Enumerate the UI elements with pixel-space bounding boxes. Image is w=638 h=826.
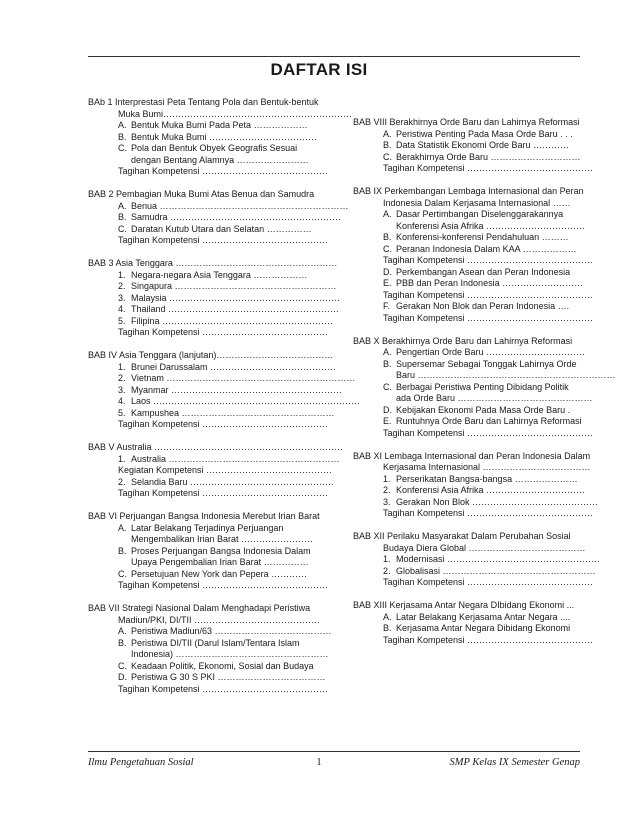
entry-text: Peristiwa DI/TII (Darul Islam/Tentara Islam	[131, 637, 300, 648]
entry-text: BAB XII Perilaku Masyarakat Dalam Perubahan Sosial	[353, 531, 571, 541]
entry-label: E.	[383, 416, 392, 426]
entry-text: Konferensi-konferensi Pendahuluan ………	[396, 232, 569, 242]
entry-label: C.	[118, 568, 127, 579]
entry-text: Keadaan Politik, Ekonomi, Sosial dan Budaya	[131, 660, 314, 671]
entry-text: Modernisasi ……………………………………………	[396, 554, 601, 564]
toc-entry	[383, 359, 585, 371]
chapter-heading	[88, 97, 319, 109]
entry-label: 1.	[118, 269, 126, 280]
footer-class: SMP Kelas IX Semester Genap	[449, 757, 580, 768]
toc-entry	[383, 312, 594, 325]
entry-label: C.	[118, 223, 127, 234]
entry-text: Thailand …………………………………………………	[131, 304, 340, 314]
toc-entry	[118, 120, 310, 132]
entry-text: Tagihan Kompetensi ……………………………………	[383, 289, 594, 300]
entry-text: BAB X Berakhirnya Orde Baru dan Lahirnya Reformasi	[353, 335, 573, 346]
toc-entry	[118, 614, 321, 627]
entry-label: B.	[383, 140, 392, 150]
toc-entry	[118, 292, 341, 305]
toc-entry	[383, 289, 594, 302]
toc-entry	[118, 476, 335, 489]
entry-label: A.	[118, 200, 127, 211]
entry-text: Peristiwa Penting Pada Masa Orde Baru . . .	[396, 128, 573, 139]
entry-label: A.	[118, 120, 127, 130]
toc-chapter	[353, 531, 601, 589]
entry-text: Globalisasi ……………………………………………	[396, 565, 596, 576]
entry-label: C.	[383, 243, 392, 254]
entry-text: Tagihan Kompetensi ……………………………………	[383, 427, 594, 438]
chapter-heading	[88, 603, 310, 615]
entry-text: Tagihan Kompetensi ……………………………………	[383, 634, 594, 645]
toc-entry	[118, 373, 356, 385]
entry-label: D.	[118, 672, 127, 682]
chapter-heading	[353, 336, 585, 348]
entry-label: 5.	[118, 407, 126, 418]
entry-label: D.	[383, 266, 392, 277]
entry-text: Latar Belakang Kerjasama Antar Negara ....	[396, 611, 571, 622]
toc-entry	[383, 198, 585, 210]
entry-label: C.	[118, 660, 127, 671]
entry-label: B.	[118, 545, 127, 556]
toc-entry	[383, 623, 585, 635]
toc-entry	[118, 546, 310, 558]
toc-chapter	[353, 600, 594, 646]
toc-entry	[383, 508, 594, 520]
entry-label: C.	[118, 143, 127, 153]
entry-text: Kerjasama Internasional ………………………………	[383, 462, 591, 472]
toc-entry	[118, 384, 343, 397]
entry-text: Selandia Baru …………………………………………	[131, 476, 335, 487]
toc-entry	[118, 304, 340, 316]
entry-text: Malaysia …………………………………………………	[131, 292, 341, 303]
toc-chapter	[353, 450, 599, 520]
entry-text: Tagihan Kompetensi ……………………………………	[118, 327, 329, 337]
entry-label: C.	[383, 151, 392, 162]
entry-text: Tagihan Kompetensi ……………………………………	[383, 577, 594, 587]
footer-rule	[88, 751, 580, 752]
toc-entry	[383, 163, 594, 175]
toc-entry	[118, 580, 329, 592]
entry-label: 2.	[383, 565, 391, 576]
toc-entry	[118, 626, 332, 638]
entry-text: Tagihan Kompetensi ……………………………………	[118, 235, 329, 245]
toc-entry	[118, 396, 361, 408]
entry-text: Vietnam ………………………………………………………	[131, 373, 356, 383]
entry-text: Kampushea ……………………………………………	[131, 407, 335, 418]
toc-entry	[383, 565, 596, 578]
entry-text: Muka Bumi………………………………………………………	[118, 108, 353, 119]
entry-text: Upaya Pengembalian Irian Barat ……………	[131, 557, 309, 567]
entry-text: Indonesia Dalam Kerjasama Internasional ……	[383, 197, 571, 208]
entry-text: Supersemar Sebagai Tonggak Lahirnya Orde	[396, 358, 577, 369]
toc-right-column	[353, 117, 616, 658]
toc-entry	[396, 370, 616, 382]
entry-label: A.	[383, 347, 392, 357]
toc-entry	[383, 255, 594, 267]
entry-text: Runtuhnya Orde Baru dan Lahirnya Reformasi	[396, 416, 582, 426]
toc-entry	[118, 361, 337, 374]
chapter-heading	[88, 258, 338, 270]
entry-text: Pengertian Orde Baru ……………………………	[396, 347, 586, 357]
toc-chapter	[88, 350, 361, 431]
entry-label: B.	[118, 637, 127, 648]
entry-label: 1.	[383, 473, 391, 484]
toc-entry	[383, 405, 585, 417]
entry-text: Peristiwa G 30 S PKI ………………………………	[131, 672, 326, 682]
entry-text: Kebijakan Ekonomi Pada Masa Orde Baru .	[396, 404, 571, 415]
entry-label: 1.	[118, 361, 126, 372]
toc-entry	[118, 453, 340, 466]
toc-entry	[383, 129, 585, 141]
toc-entry	[118, 327, 329, 339]
chapter-heading	[88, 442, 344, 454]
entry-text: Myanmar …………………………………………………	[131, 384, 343, 395]
top-rule	[88, 56, 580, 57]
entry-text: Brunei Darussalam ……………………………………	[131, 361, 337, 372]
entry-text: Tagihan Kompetensi ……………………………………	[118, 580, 329, 590]
entry-text: Latar Belakang Terjadinya Perjuangan	[131, 522, 284, 533]
entry-text: Benua ………………………………………………………	[131, 200, 349, 211]
entry-label: 3.	[118, 292, 126, 303]
entry-label: A.	[118, 522, 127, 533]
entry-text: BAB VI Perjuangan Bangsa Indonesia Merebut Irian Barat	[88, 511, 320, 521]
toc-entry	[118, 315, 334, 328]
toc-entry	[131, 649, 329, 661]
chapter-heading	[353, 450, 591, 463]
toc-entry	[383, 152, 585, 164]
toc-entry	[383, 462, 591, 474]
entry-label: B.	[118, 131, 127, 142]
entry-text: Bentuk Muka Bumi ………………………………	[131, 131, 318, 142]
toc-entry	[118, 488, 329, 500]
entry-text: BAB VII Strategi Nasional Dalam Menghadapi Peristiwa	[88, 603, 311, 613]
entry-label: B.	[383, 232, 392, 242]
entry-label: 4.	[118, 304, 126, 314]
toc-chapter	[88, 189, 349, 247]
toc-entry	[383, 474, 585, 486]
entry-text: Gerakan Non Blok dan Peran Indonesia ….	[396, 301, 570, 311]
entry-text: Filipina …………………………………………………	[131, 315, 334, 326]
toc-entry	[383, 301, 585, 313]
toc-entry	[383, 577, 594, 589]
entry-label: A.	[118, 626, 127, 636]
toc-entry	[118, 224, 310, 236]
entry-text: Pola dan Bentuk Obyek Geografis Sesuai	[131, 143, 298, 153]
toc-entry	[383, 612, 585, 624]
toc-entry	[396, 221, 585, 233]
toc-chapter	[88, 511, 329, 592]
chapter-heading	[353, 600, 585, 612]
toc-entry	[118, 407, 335, 420]
entry-label: 4.	[118, 396, 126, 406]
entry-text: Perkembangan Asean dan Peran Indonesia	[396, 266, 571, 277]
entry-text: BAB XI Lembaga Internasional dan Peran Indonesia Dalam	[353, 450, 591, 461]
entry-text: Tagihan Kompetensi ……………………………………	[383, 508, 594, 518]
toc-chapter	[88, 442, 344, 500]
toc-entry	[118, 131, 318, 144]
toc-entry	[118, 465, 333, 477]
toc-entry	[118, 683, 329, 696]
toc-entry	[383, 496, 599, 509]
toc-entry	[118, 523, 310, 535]
entry-text: Bentuk Muka Bumi Pada Peta ………………	[131, 120, 308, 130]
entry-text: Indonesia) ……………………………………………	[131, 649, 329, 659]
toc-entry	[118, 281, 337, 293]
entry-label: A.	[383, 611, 392, 622]
toc-entry	[118, 108, 353, 121]
toc-entry	[131, 155, 310, 167]
toc-entry	[383, 278, 585, 290]
toc-chapter	[88, 603, 332, 695]
entry-text: Data Statistik Ekonomi Orde Baru …………	[396, 140, 570, 150]
toc-entry	[118, 672, 326, 684]
chapter-heading	[353, 531, 585, 543]
entry-text: BAB 2 Pembagian Muka Bumi Atas Benua dan Samudra	[88, 189, 315, 199]
toc-left-column	[88, 97, 361, 707]
toc-entry	[118, 200, 349, 213]
entry-label: B.	[118, 212, 127, 222]
entry-text: Berakhirnya Orde Baru …………………………	[396, 151, 581, 162]
chapter-heading	[353, 117, 585, 129]
entry-text: Tagihan Kompetensi ……………………………………	[118, 488, 329, 498]
chapter-heading	[88, 189, 315, 201]
entry-text: BAB 3 Asia Tenggara ………………………………………………	[88, 258, 338, 268]
entry-text: BAB XIII Kerjasama Antar Negara DIbidang Ekonomi ...	[353, 600, 575, 610]
entry-text: Peristiwa Madiun/63 …………………………………	[131, 626, 332, 636]
entry-label: A.	[383, 209, 392, 219]
entry-text: ada Orde Baru ………………………………………	[396, 393, 593, 403]
entry-text: Gerakan Non Blok ……………………………………	[396, 496, 599, 507]
page-title: DAFTAR ISI	[270, 60, 368, 79]
entry-label: 5.	[118, 315, 126, 326]
entry-text: Peranan Indonesia Dalam KAA ………………	[396, 243, 577, 254]
chapter-heading	[353, 186, 585, 198]
entry-text: Baru …………………………………………………………	[396, 370, 616, 380]
toc-entry	[118, 660, 314, 673]
entry-text: Negara-negara Asia Tenggara ………………	[131, 269, 308, 280]
toc-entry	[118, 638, 310, 650]
toc-entry	[383, 416, 585, 428]
entry-text: Samudra …………………………………………………	[131, 212, 342, 222]
entry-text: Kerjasama Antar Negara Dibidang Ekonomi	[396, 623, 571, 633]
entry-label: A.	[383, 128, 392, 139]
entry-text: Konferensi Asia Afrika ……………………………	[396, 220, 586, 231]
entry-label: C.	[383, 381, 392, 392]
entry-text: Dasar Pertimbangan Diselenggarakannya	[396, 209, 564, 219]
toc-entry	[383, 554, 601, 566]
toc-entry	[383, 232, 585, 244]
toc-entry	[118, 166, 329, 178]
entry-text: Laos ……………………………………………………………	[131, 396, 361, 406]
toc-entry	[383, 485, 585, 497]
entry-text: BAB VIII Berakhirnya Orde Baru dan Lahirnya Reformasi	[353, 117, 580, 127]
entry-text: Tagihan Kompetensi ……………………………………	[383, 255, 594, 265]
entry-text: PBB dan Peran Indonesia ………………………	[396, 278, 584, 288]
entry-label: 2.	[118, 281, 126, 291]
entry-label: 2.	[118, 476, 126, 487]
entry-text: Perserikatan Bangsa-bangsa …………………	[396, 473, 578, 484]
toc-chapter	[353, 335, 616, 440]
entry-text: Tagihan Kompetensi ……………………………………	[383, 312, 594, 323]
entry-label: 2.	[383, 485, 391, 495]
entry-text: BAB V Australia ………………………………………………………	[88, 442, 344, 452]
entry-text: Kegiatan Kompetensi ……………………………………	[118, 465, 333, 475]
toc-entry	[118, 212, 342, 224]
entry-text: BAb 1 Interprestasi Peta Tentang Pola dan Bentuk-bentuk	[88, 97, 319, 107]
entry-label: 2.	[118, 373, 126, 383]
toc-entry	[383, 209, 585, 221]
entry-text: Mengembalikan Irian Barat ……………………	[131, 534, 314, 544]
footer-page-number: 1	[316, 757, 322, 768]
entry-text: Budaya Diera Global …………………………………	[383, 542, 586, 553]
chapter-heading	[88, 350, 334, 362]
entry-label: D.	[383, 404, 392, 415]
toc-entry	[383, 140, 585, 152]
entry-text: BAB IV Asia Tenggara (lanjutan)…………………………………	[88, 350, 334, 360]
toc-entry	[118, 569, 310, 581]
entry-text: Tagihan Kompetensi ……………………………………	[118, 166, 329, 176]
toc-entry	[383, 634, 594, 647]
entry-text: Daratan Kutub Utara dan Selatan ……………	[131, 223, 312, 234]
entry-text: Singapura ………………………………………………	[131, 281, 337, 291]
entry-label: 1.	[383, 554, 391, 564]
entry-label: 1.	[118, 453, 126, 464]
toc-entry	[383, 347, 585, 359]
toc-entry	[131, 557, 310, 569]
toc-chapter	[88, 258, 341, 339]
entry-label: F.	[383, 301, 391, 311]
entry-text: Proses Perjuangan Bangsa Indonesia Dalam	[131, 545, 311, 556]
entry-text: Madiun/PKI, DI/TII ……………………………………	[118, 614, 321, 625]
chapter-heading	[88, 511, 320, 523]
entry-label: E.	[383, 278, 392, 288]
entry-text: Berbagai Peristiwa Penting Dibidang Politik	[396, 381, 569, 392]
toc-entry	[383, 267, 585, 279]
entry-text: Konferensi Asia Afrika ……………………………	[396, 485, 586, 495]
entry-text: dengan Bentang Alamnya ……………………	[131, 154, 309, 165]
entry-label: B.	[383, 623, 392, 633]
entry-text: Tagihan Kompetensi ……………………………………	[118, 683, 329, 694]
entry-label: 3.	[383, 496, 391, 507]
toc-entry	[383, 382, 585, 394]
toc-entry	[131, 534, 314, 546]
toc-entry	[396, 393, 593, 405]
toc-entry	[118, 419, 329, 431]
toc-entry	[118, 143, 310, 155]
toc-entry	[383, 427, 594, 440]
toc-entry	[383, 543, 585, 555]
entry-label: B.	[383, 358, 392, 369]
entry-text: Tagihan Kompetensi ……………………………………	[383, 163, 594, 173]
toc-entry	[118, 270, 310, 282]
toc-chapter	[353, 117, 594, 175]
entry-text: Persetujuan New York dan Pepera …………	[131, 568, 308, 579]
toc-entry	[383, 244, 585, 256]
toc-chapter	[353, 186, 594, 324]
entry-text: BAB IX Perkembangan Lembaga Internasional dan Peran	[353, 186, 584, 196]
footer-subject: Ilmu Pengetahuan Sosial	[88, 757, 194, 768]
toc-entry	[118, 235, 329, 247]
entry-text: Australia …………………………………………………	[131, 453, 340, 464]
entry-label: 3.	[118, 384, 126, 395]
toc-chapter	[88, 97, 353, 178]
entry-text: Tagihan Kompetensi ……………………………………	[118, 419, 329, 429]
